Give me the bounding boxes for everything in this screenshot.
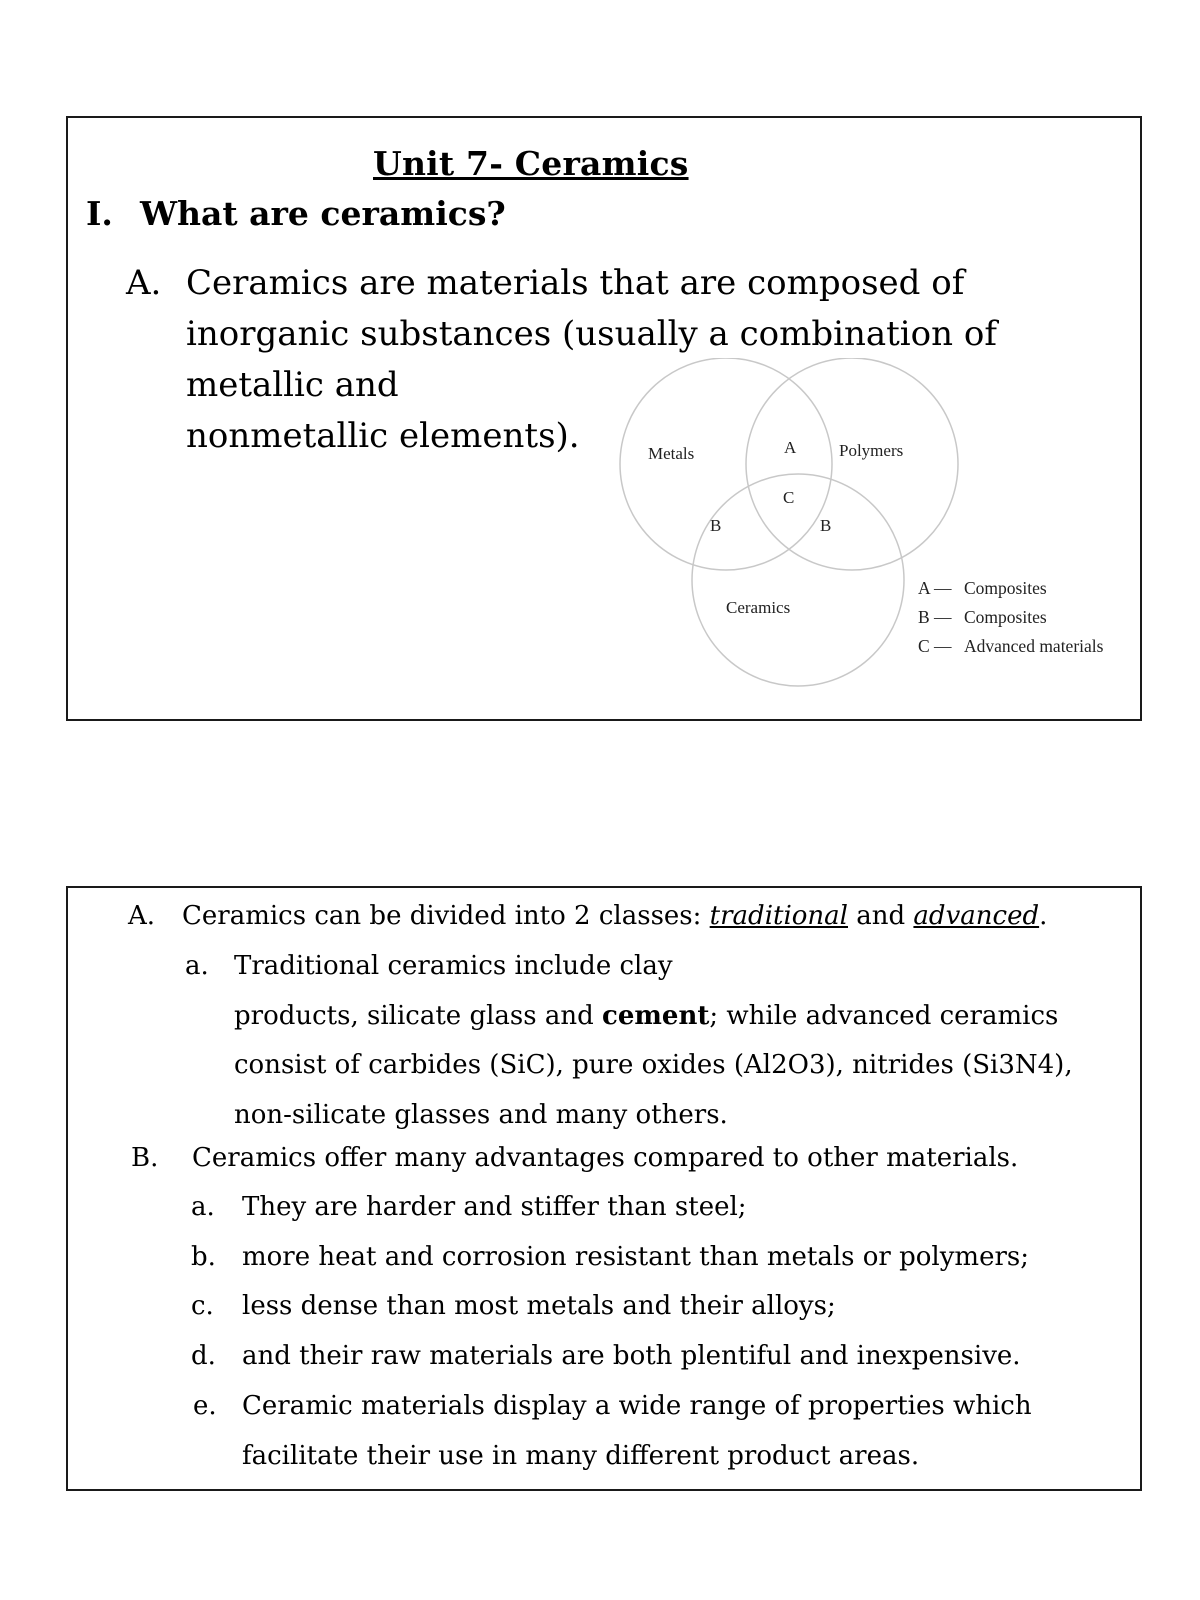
point-a-pre: Ceramics can be divided into 2 classes: <box>182 901 710 931</box>
metals-circle <box>620 358 832 570</box>
list-item: less dense than most metals and their alloys; <box>242 1291 836 1321</box>
slide-2 <box>66 886 1142 1491</box>
legend-row <box>918 603 1103 632</box>
point-b-label: B. <box>131 1143 159 1173</box>
section-heading <box>86 194 506 233</box>
point-a-label: A. <box>128 901 156 931</box>
sub-a-line: Traditional ceramics include clay <box>234 951 673 981</box>
region-a-label: A <box>784 438 797 457</box>
legend-key: C — <box>918 636 952 656</box>
region-c-label: C <box>783 488 795 507</box>
sub-a-line2-pre: products, silicate glass and <box>234 1001 603 1031</box>
list-item-label: a. <box>191 1192 215 1222</box>
advanced-term: advanced <box>913 901 1040 931</box>
heading-text: What are ceramics? <box>140 194 506 233</box>
legend-value: Composites <box>964 578 1047 598</box>
list-item: Ceramic materials display a wide range of properties which <box>242 1391 1032 1421</box>
list-item: and their raw materials are both plentiful and inexpensive. <box>242 1341 1021 1371</box>
polymers-label: Polymers <box>839 441 904 460</box>
list-item-continuation: facilitate their use in many different product areas. <box>242 1441 920 1471</box>
legend-key: B — <box>918 607 952 627</box>
legend-row <box>918 632 1103 661</box>
legend-value: Composites <box>964 607 1047 627</box>
sub-a-line: non-silicate glasses and many others. <box>234 1100 728 1130</box>
list-item-label: c. <box>191 1291 214 1321</box>
legend-key: A — <box>918 578 952 598</box>
sub-a-line: consist of carbides (SiC), pure oxides (Al2O3), nitrides (Si3N4), <box>234 1050 1073 1080</box>
list-item-label: d. <box>191 1341 216 1371</box>
list-item: more heat and corrosion resistant than metals or polymers; <box>242 1242 1029 1272</box>
venn-legend <box>918 574 1103 661</box>
definition-line: nonmetallic elements). <box>186 416 580 456</box>
sub-a-label: a. <box>185 951 209 981</box>
traditional-term: traditional <box>709 901 848 931</box>
point-label: A. <box>126 263 162 303</box>
region-b-right-label: B <box>820 516 832 535</box>
point-b-text: Ceramics offer many advantages compared to other materials. <box>192 1143 1019 1173</box>
page-title: Unit 7- Ceramics <box>373 144 689 183</box>
legend-value: Advanced materials <box>964 636 1104 656</box>
polymers-circle <box>746 358 958 570</box>
list-item-label: b. <box>191 1242 216 1272</box>
ceramics-circle <box>692 474 904 686</box>
metals-label: Metals <box>648 444 695 463</box>
definition-line: Ceramics are materials that are composed of <box>186 263 965 303</box>
point-a-and: and <box>848 901 914 931</box>
sub-a-line2-post: ; while advanced ceramics <box>709 1001 1059 1031</box>
cement-term: cement <box>602 1001 710 1031</box>
definition-line: metallic and <box>186 365 399 405</box>
point-a-text <box>182 901 1047 931</box>
slide-1 <box>66 116 1142 721</box>
definition-line: inorganic substances (usually a combination of <box>186 314 997 354</box>
heading-number: I. <box>86 194 113 233</box>
list-item: They are harder and stiffer than steel; <box>242 1192 747 1222</box>
point-a-end: . <box>1039 901 1048 931</box>
ceramics-label: Ceramics <box>726 598 791 617</box>
region-b-left-label: B <box>710 516 722 535</box>
list-item-label: e. <box>193 1391 217 1421</box>
legend-row <box>918 574 1103 603</box>
sub-a-line <box>234 1001 1058 1031</box>
